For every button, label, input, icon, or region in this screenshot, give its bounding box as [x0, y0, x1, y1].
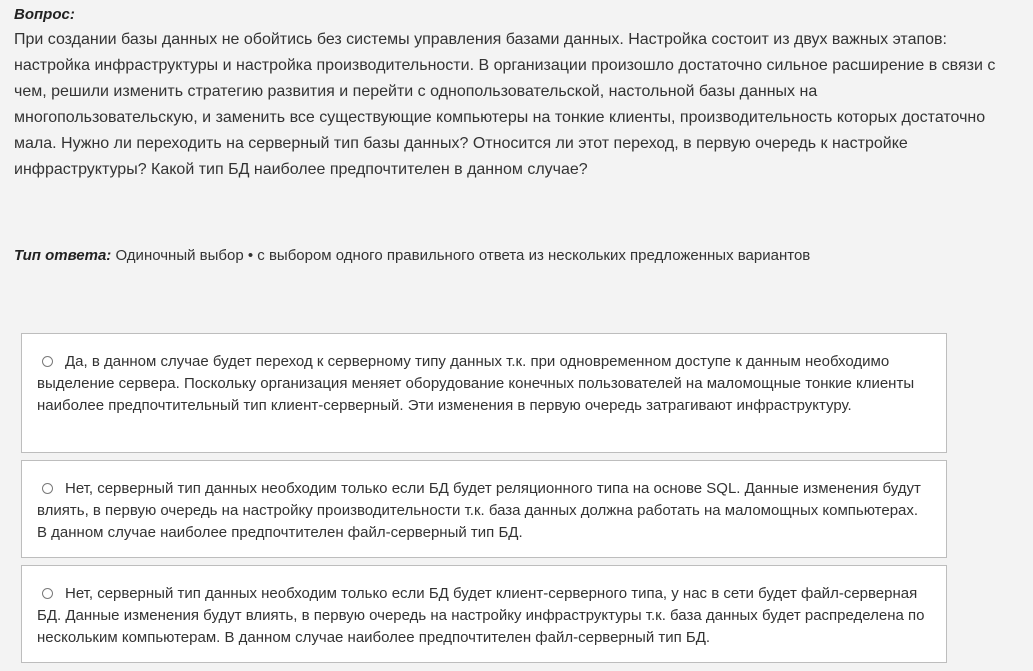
- question-block: [14, 4, 1004, 183]
- answer-option-text: Нет, серверный тип данных необходим только если БД будет реляционного типа на основе SQL. Данные изменения будут влиять, в первую очередь на настройку производительности т.к. база данных должна работать на маломощных компьютерах. В данном случае наиболее предпочтителен файл-серверный тип БД.: [37, 480, 921, 541]
- answer-type-label: Тип ответа:: [14, 247, 112, 264]
- answer-type: [14, 245, 810, 267]
- question-text: При создании базы данных не обойтись без системы управления базами данных. Настройка состоит из двух важных этапов: настройка инфраструктуры и настройка производительности. В организации произошло достаточно сильное расширение в связи с чем, решили изменить стратегию развития и перейти с однопользовательской, настольной базы данных на многопользовательскую, и заменить все существующие компьютеры на тонкие клиенты, производительность которых достаточно мала. Нужно ли переходить на серверный тип базы данных? Относится ли этот переход, в первую очередь к настройке инфраструктуры? Какой тип БД наиболее предпочтителен в данном случае?: [14, 31, 996, 178]
- answer-option-text: Да, в данном случае будет переход к серверному типу данных т.к. при одновременном доступе к данным необходимо выделение сервера. Поскольку организация меняет оборудование конечных пользователей на маломощные тонкие клиенты наиболее предпочтительный тип клиент-серверный. Эти изменения в первую очередь затрагивают инфраструктуру.: [37, 353, 915, 414]
- radio-button[interactable]: [42, 588, 53, 599]
- answer-option-3[interactable]: [21, 565, 947, 663]
- answer-option-1[interactable]: [21, 333, 947, 453]
- radio-button[interactable]: [42, 483, 53, 494]
- radio-button[interactable]: [42, 356, 53, 367]
- answer-type-value: Одиночный выбор • с выбором одного правильного ответа из нескольких предложенных вариантов: [115, 247, 811, 264]
- answer-option-text: Нет, серверный тип данных необходим только если БД будет клиент-серверного типа, у нас в сети будет файл-серверная БД. Данные изменения будут влиять, в первую очередь на настройку инфраструктуры т.к. база данных будет распределена по нескольким компьютерам. В данном случае наиболее предпочтителен файл-серверный тип БД.: [37, 585, 925, 646]
- answer-option-2[interactable]: [21, 460, 947, 558]
- question-label: Вопрос:: [14, 6, 75, 23]
